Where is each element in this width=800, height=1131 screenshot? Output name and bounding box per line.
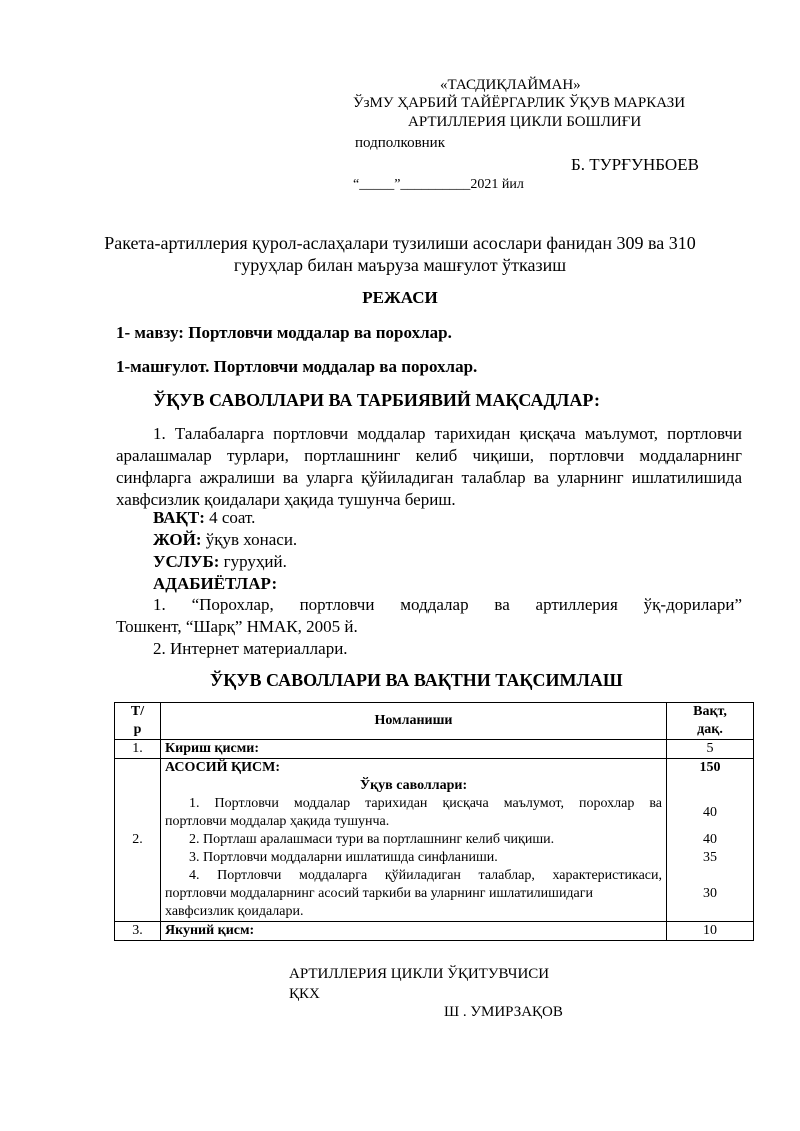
header-num-line1: Т/ [130,704,145,719]
place-label: ЖОЙ: [153,530,202,549]
header-time-line1: Вақт, [693,704,727,719]
row2-name-cell [161,759,667,922]
row3-time: 10 [667,922,754,941]
table-heading: ЎҚУВ САВОЛЛАРИ ВА ВАҚТНИ ТАҚСИМЛАШ [210,670,623,690]
time-line [153,508,255,528]
approval-heading: «ТАСДИҚЛАЙМАН» [440,77,581,93]
place-value: ўқув хонаси. [201,530,298,549]
header-name: Номланиши [161,703,667,740]
place-line [153,530,297,550]
literature-1-line2: Тошкент, “Шарқ” НМАК, 2005 й. [116,617,358,636]
literature-2: 2. Интернет материаллари. [153,639,348,658]
header-time-line2: дақ. [697,722,723,737]
method-line [153,552,287,572]
literature-heading: АДАБИЁТЛАР: [153,574,278,593]
signature-line2: ҚКХ [289,986,320,1002]
question-4-line2: портловчи моддаларнинг асосий таркиби ва уларнинг ишлатилишидаги [165,886,594,901]
approval-name: Б. ТУРҒУНБОЕВ [571,155,699,174]
signature-name: Ш . УМИРЗАҚОВ [444,1004,563,1020]
approval-org-line1: ЎзМУ ҲАРБИЙ ТАЙЁРГАРЛИК ЎҚУВ МАРКАЗИ [353,95,686,111]
row3-num: 3. [115,922,161,941]
row2-num: 2. [115,759,161,922]
row2-subheading: Ўқув саволлари: [359,778,468,793]
question-3: 3. Портловчи моддаларни ишлатишда синфланиши. [189,850,498,865]
lesson: 1-машғулот. Портловчи моддалар ва порохлар. [116,357,478,376]
question-4-line3: хавфсизлик қоидалари. [165,904,304,919]
question-1-time: 40 [703,805,717,820]
time-value: 4 соат. [204,508,256,527]
literature-1-line1: 1. “Порохлар, портловчи моддалар ва артиллерия ўқ-дорилари” [153,595,742,614]
method-value: гуруҳий. [219,552,287,571]
approval-org-line2: АРТИЛЛЕРИЯ ЦИКЛИ БОШЛИҒИ [408,114,642,130]
row1-name: Кириш қисми: [161,740,667,759]
table-header-row [115,703,754,740]
approval-date: “_____”__________2021 йил [353,177,524,192]
method-label: УСЛУБ: [153,552,220,571]
title-line2: гуруҳлар билан маъруза машғулот ўтказиш [233,255,567,275]
question-2-time: 40 [703,832,717,847]
row3-name: Якуний қисм: [161,922,667,941]
row2-time-cell [667,759,754,922]
header-num-line2: р [133,722,142,737]
row2-time: 150 [699,760,721,775]
topic: 1- мавзу: Портловчи моддалар ва порохлар. [116,323,452,342]
question-2: 2. Портлаш аралашмаси тури ва портлашнинг келиб чиқиши. [189,832,555,847]
signature-line1: АРТИЛЛЕРИЯ ЦИКЛИ ЎҚИТУВЧИСИ [289,966,550,982]
table-row [115,759,754,922]
row2-name: АСОСИЙ ҚИСМ: [165,760,281,775]
time-label: ВАҚТ: [153,508,205,527]
schedule-table [114,702,754,941]
header-num [115,703,161,740]
goals-text: 1. Талабаларга портловчи моддалар тарихидан қисқача маълумот, портловчи аралашмалар турлари, портлашнинг келиб чиқиши, портловчи моддаларнинг синфларга ажралиши ва уларга қўйиладиган талаблар ва уларнинг ишлатилишида хавфсизлик қоидалари ҳақида тушунча бериш. [116,424,742,509]
title-line1: Ракета-артиллерия қурол-аслаҳалари тузилиши асослари фанидан 309 ва 310 [104,233,696,253]
goals-heading: ЎҚУВ САВОЛЛАРИ ВА ТАРБИЯВИЙ МАҚСАДЛАР: [153,390,600,410]
header-time [667,703,754,740]
row1-time: 5 [667,740,754,759]
question-1-line1: 1. Портловчи моддалар тарихидан қисқача маълумот, порохлар ва [189,796,662,811]
question-4-line1: 4. Портловчи моддаларга қўйиладиган талаблар, характеристикаси, [189,868,662,883]
question-3-time: 35 [703,850,717,865]
table-row [115,740,754,759]
table-row [115,922,754,941]
question-1-line2: портловчи моддалар ҳақида тушунча. [165,814,390,829]
row1-num: 1. [115,740,161,759]
plan-heading: РЕЖАСИ [362,288,438,307]
approval-rank: подполковник [355,135,445,151]
question-4-time: 30 [703,886,717,901]
